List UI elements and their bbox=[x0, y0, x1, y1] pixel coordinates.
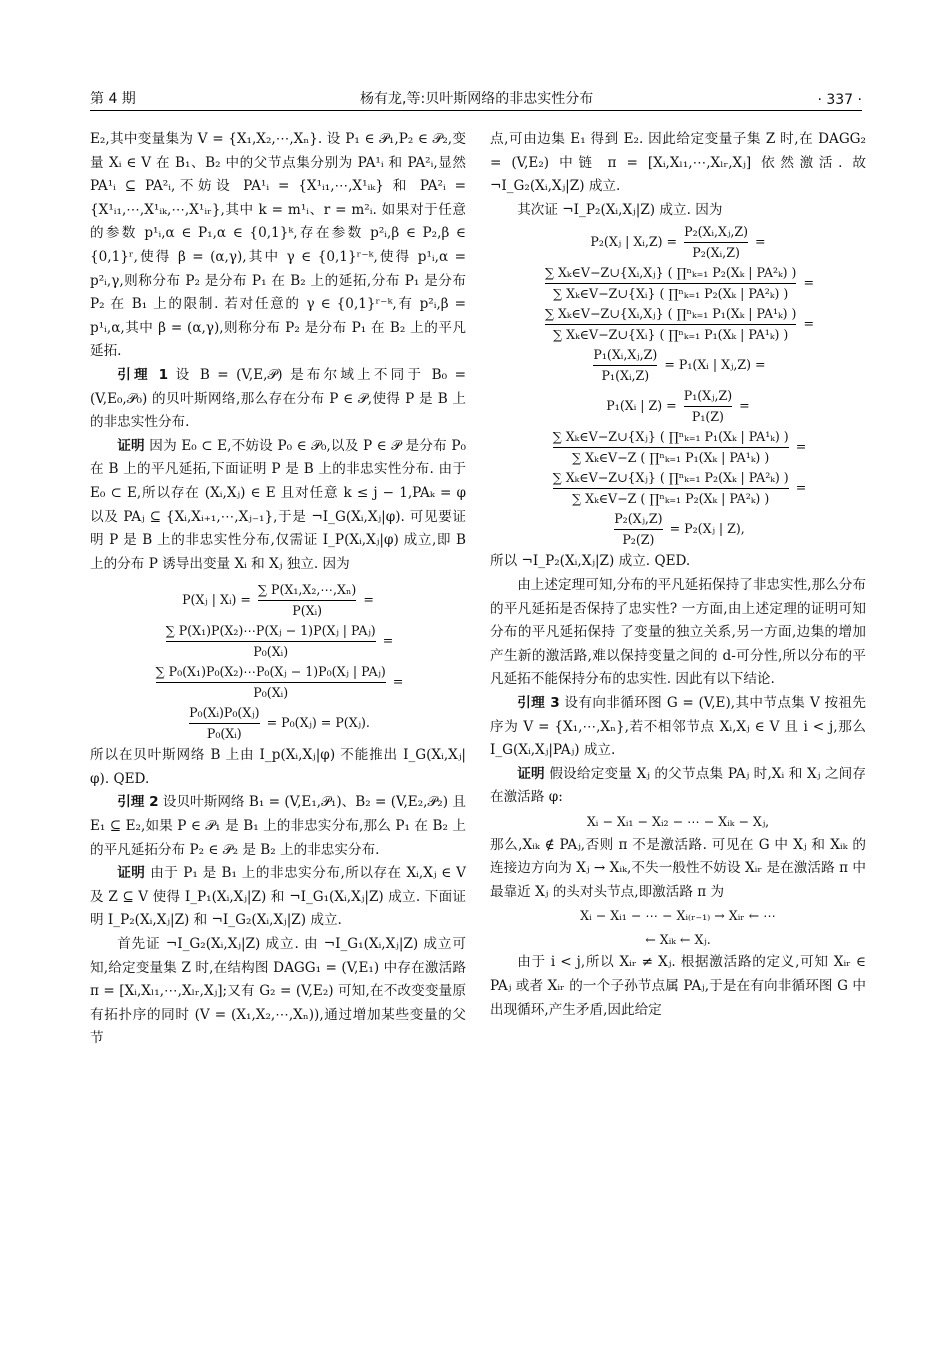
equation-r1-denominator: P₂(Xᵢ,Z) bbox=[692, 245, 740, 261]
equals-sign: = bbox=[739, 398, 750, 414]
paragraph-active-path: 那么,Xᵢₖ ∉ PAⱼ,否则 π 不是激活路. 可见在 G 中 Xⱼ 和 Xᵢₖ 的连接边方向为 Xⱼ → Xᵢₖ,不失一般性不妨设 Xᵢᵣ 是在激活路 π 中最靠近 Xⱼ 的头对头节点,即激活路 π 为 bbox=[490, 836, 866, 900]
equation-r8-numerator: P₂(Xⱼ,Z) bbox=[614, 511, 663, 527]
issue-number: 第 4 期 bbox=[90, 91, 136, 107]
equation-r7 bbox=[490, 468, 866, 509]
proof-3-text: 假设给定变量 Xⱼ 的父节点集 PAⱼ 时,Xᵢ 和 Xⱼ 之间存在激活路 φ: bbox=[490, 765, 867, 806]
equation-r8-rhs: = P₂(Xⱼ | Z), bbox=[669, 521, 745, 537]
equation-1-denominator: P(Xᵢ) bbox=[292, 603, 323, 619]
proof-1-text: 因为 E₀ ⊂ E,不妨设 P₀ ∈ 𝒫₀,以及 P ∈ 𝒫 是分布 P₀ 在 B 上的平凡延拓,下面证明 P 是 B 上的非忠实性分布. 由于 E₀ ⊂ E,所以存在 (Xᵢ,Xⱼ) ∈ E 且对任意 k ≤ j − 1,PAₖ = φ 以及 PAⱼ ⊆ {Xᵢ,Xᵢ₊₁,⋯,Xⱼ₋₁},于是 ¬I_G(Xᵢ,Xⱼ|φ). 可见要证明 P 是 B 上的非忠实性分布,仅需证 I_P(Xᵢ,Xⱼ|φ) 成立,即 B 上的分布 P 诱导出变量 Xᵢ 和 Xⱼ 独立. 因为 bbox=[90, 437, 467, 572]
equation-r5-lhs: P₁(Xᵢ | Z) = bbox=[606, 398, 677, 414]
proof-3 bbox=[490, 763, 866, 810]
equation-4-numerator: P₀(Xᵢ)P₀(Xⱼ) bbox=[189, 705, 260, 721]
path-equation-1: Xᵢ − Xᵢ₁ − Xᵢ₂ − ⋯ − Xᵢₖ − Xⱼ, bbox=[586, 813, 770, 829]
lemma-3-head: 引理 3 bbox=[517, 694, 560, 711]
path-equation-2a: Xᵢ − Xᵢ₁ − ⋯ − Xᵢ₍ᵣ₋₁₎ → Xᵢᵣ ← ⋯ bbox=[580, 908, 776, 924]
equation-r8 bbox=[490, 509, 866, 550]
paragraph-second-proof: 其次证 ¬I_P₂(Xᵢ,Xⱼ|Z) 成立. 因为 bbox=[517, 201, 723, 218]
equation-r8-denominator: P₂(Z) bbox=[622, 532, 655, 548]
paragraph-conclusion-1: 所以在贝叶斯网络 B 上由 I_p(Xᵢ,Xⱼ|φ) 不能推出 I_G(Xᵢ,Xⱼ|φ). QED. bbox=[90, 747, 466, 787]
equation-r1 bbox=[490, 222, 866, 263]
proof-2-head: 证明 bbox=[117, 865, 146, 882]
equation-r2-numerator: ∑ Xₖ∈V−Z∪{Xᵢ,Xⱼ} ( ∏ⁿₖ₌₁ P₂(Xₖ | PA²ₖ) ) bbox=[544, 265, 797, 281]
equation-r3-numerator: ∑ Xₖ∈V−Z∪{Xᵢ,Xⱼ} ( ∏ⁿₖ₌₁ P₁(Xₖ | PA¹ₖ) ) bbox=[544, 306, 797, 322]
equals-sign: = bbox=[795, 439, 807, 455]
equation-r5-fraction bbox=[684, 386, 732, 427]
equation-r4-fraction bbox=[593, 345, 657, 386]
lemma-2-text: 设贝叶斯网络 B₁ = (V,E₁,𝒫₁)、B₂ = (V,E₂,𝒫₂) 且 E₁ ⊆ E₂,如果 P ∈ 𝒫₁ 是 B₁ 上的非忠实分布,那么 P₁ 在 B₂ 上的平凡延拓分布 P₂ ∈ 𝒫₂ 是 B₂ 上的非忠实分布. bbox=[90, 794, 466, 858]
equation-r1-lhs: P₂(Xⱼ | Xᵢ,Z) = bbox=[590, 234, 678, 250]
header-rule bbox=[90, 110, 862, 111]
proof-2-text: 由于 P₁ 是 B₁ 上的非忠实分布,所以存在 Xᵢ,Xⱼ ∈ V 及 Z ⊆ V 使得 I_P₁(Xᵢ,Xⱼ|Z) 和 ¬I_G₁(Xᵢ,Xⱼ|Z) 成立. 下面证明 I_P₂(Xᵢ,Xⱼ|Z) 和 ¬I_G₂(Xᵢ,Xⱼ|Z) 成立. bbox=[90, 865, 466, 929]
equation-1 bbox=[90, 580, 466, 621]
equation-r3 bbox=[490, 304, 866, 345]
lemma-1-head: 引理 1 bbox=[117, 366, 169, 383]
equals-sign: = bbox=[803, 275, 815, 291]
path-equation-2b: ← Xᵢₖ ← Xⱼ. bbox=[645, 931, 711, 947]
equation-r4-denominator: P₁(Xᵢ,Z) bbox=[601, 368, 650, 384]
equation-2 bbox=[90, 621, 466, 662]
equation-r5 bbox=[490, 386, 866, 427]
equation-r2-denominator: ∑ Xₖ∈V−Z∪{Xᵢ} ( ∏ⁿₖ₌₁ P₂(Xₖ | PA²ₖ) ) bbox=[553, 286, 789, 302]
equation-1-lhs: P(Xⱼ | Xᵢ) = bbox=[182, 592, 251, 608]
equation-4-denominator: P₀(Xᵢ) bbox=[206, 726, 242, 742]
equation-2-numerator: ∑ P(X₁)P(X₂)⋯P(Xⱼ − 1)P(Xⱼ | PAⱼ) bbox=[165, 623, 376, 639]
running-title: 杨有龙,等:贝叶斯网络的非忠实性分布 bbox=[360, 91, 594, 107]
lemma-2-head: 引理 2 bbox=[117, 794, 159, 811]
equation-r2 bbox=[490, 263, 866, 304]
proof-1-head: 证明 bbox=[117, 437, 145, 454]
equation-3-numerator: ∑ P₀(X₁)P₀(X₂)⋯P₀(Xⱼ − 1)P₀(Xⱼ | PAⱼ) bbox=[155, 664, 386, 680]
equals-sign: = bbox=[363, 592, 374, 608]
lemma-2 bbox=[90, 791, 466, 862]
equals-sign: = bbox=[392, 674, 404, 690]
equation-1-fraction bbox=[258, 580, 356, 621]
lemma-3 bbox=[490, 692, 866, 763]
equation-r4-numerator: P₁(Xᵢ,Xⱼ,Z) bbox=[593, 347, 658, 363]
right-column bbox=[490, 128, 866, 1022]
equation-r2-fraction bbox=[545, 263, 796, 304]
paragraph-discussion: 由上述定理可知,分布的平凡延拓保持了非忠实性,那么分布的平凡延拓是否保持了忠实性? 一方面,由上述定理的证明可知分布的平凡延拓保持 了变量的独立关系,另一方面,边集的增加产生新的激活路,难以保持变量之间的 d-可分性,所以分布的平凡延拓不能保持分布的忠实性. 因此有以下结论. bbox=[490, 576, 866, 688]
equation-2-denominator: P₀(Xᵢ) bbox=[253, 644, 289, 660]
left-column bbox=[90, 128, 466, 1051]
equation-1-numerator: ∑ P(X₁,X₂,⋯,Xₙ) bbox=[258, 582, 357, 598]
equation-r6-numerator: ∑ Xₖ∈V−Z∪{Xⱼ} ( ∏ⁿₖ₌₁ P₁(Xₖ | PA¹ₖ) ) bbox=[552, 429, 789, 445]
paragraph-qed: 所以 ¬I_P₂(Xᵢ,Xⱼ|Z) 成立. QED. bbox=[490, 553, 691, 570]
equals-sign: = bbox=[795, 480, 807, 496]
paragraph-continuation: 点,可由边集 E₁ 得到 E₂. 因此给定变量子集 Z 时,在 DAGG₂ = (V,E₂) 中链 π = [Xᵢ,Xₗ₁,⋯,Xₗᵣ,Xⱼ] 依然激活. 故 ¬I_G₂(Xᵢ,Xⱼ|Z) 成立. bbox=[490, 131, 866, 195]
equation-3 bbox=[90, 662, 466, 703]
equals-sign: = bbox=[803, 316, 815, 332]
equation-r3-fraction bbox=[545, 304, 796, 345]
paragraph-definition: E₂,其中变量集为 V = {X₁,X₂,⋯,Xₙ}. 设 P₁ ∈ 𝒫₁,P₂ ∈ 𝒫₂,变量 Xᵢ ∈ V 在 B₁、B₂ 中的父节点集分别为 PA¹ᵢ 和 PA²ᵢ,显然 PA¹ᵢ ⊆ PA²ᵢ,不妨设 PA¹ᵢ = {X¹ᵢ₁,⋯,X¹ᵢₖ} 和 PA²ᵢ = {X¹ᵢ₁,⋯,X¹ᵢₖ,⋯,X¹ᵢᵣ},其中 k = m¹ᵢ、r = m²ᵢ. 如果对于任意的参数 p¹ᵢ,α ∈ P₁,α ∈ {0,1}ᵏ,存在参数 p²ᵢ,β ∈ P₂,β ∈ {0,1}ʳ,使得 β = (α,γ),其中 γ ∈ {0,1}ʳ⁻ᵏ,使得 p¹ᵢ,α = p²ᵢ,γ,则称分布 P₂ 是分布 P₁ 在 B₂ 上的延拓,分布 P₁ 是分布 P₂ 在 B₁ 上的限制. 若对任意的 γ ∈ {0,1}ʳ⁻ᵏ,有 p²ᵢ,β = p¹ᵢ,α,其中 β = (α,γ),则称分布 P₂ 是分布 P₁ 在 B₂ 上的平凡延拓. bbox=[90, 131, 466, 360]
equation-3-fraction bbox=[156, 662, 386, 703]
equation-2-fraction bbox=[166, 621, 376, 662]
equation-r5-numerator: P₁(Xⱼ,Z) bbox=[683, 388, 733, 404]
equation-4 bbox=[90, 703, 466, 744]
equation-3-denominator: P₀(Xᵢ) bbox=[253, 685, 289, 701]
running-header bbox=[90, 86, 862, 108]
equation-r6 bbox=[490, 427, 866, 468]
page-number: · 337 · bbox=[817, 92, 862, 108]
equation-r1-fraction bbox=[684, 222, 748, 263]
equation-r7-fraction bbox=[553, 468, 789, 509]
paragraph-first-proof: 首先证 ¬I_G₂(Xᵢ,Xⱼ|Z) 成立. 由 ¬I_G₁(Xᵢ,Xⱼ|Z) 成立可知,给定变量集 Z 时,在结构图 DAGG₁ = (V,E₁) 中存在激活路 π = [Xᵢ,Xₗ₁,⋯,Xₗᵣ,Xⱼ];又有 G₂ = (V,E₂) 可知,在不改变变量原有拓扑序的同时 (V = (X₁,X₂,⋯,Xₙ)),通过增加某些变量的父节 bbox=[90, 936, 466, 1047]
equation-4-rhs: = P₀(Xⱼ) = P(Xⱼ). bbox=[266, 715, 370, 731]
equals-sign: = bbox=[382, 633, 394, 649]
equation-4-fraction bbox=[189, 703, 260, 744]
proof-3-head: 证明 bbox=[517, 765, 545, 782]
lemma-1 bbox=[90, 364, 466, 435]
lemma-3-text: 设有向非循环图 G = (V,E),其中节点集 V 按祖先序为 V = {X₁,⋯,Xₙ},若不相邻节点 Xᵢ,Xⱼ ∈ V 且 i < j,那么 I_G(Xᵢ,Xⱼ|PAⱼ) 成立. bbox=[490, 694, 866, 759]
proof-1 bbox=[90, 435, 466, 577]
equation-r1-numerator: P₂(Xᵢ,Xⱼ,Z) bbox=[684, 224, 749, 240]
equation-r5-denominator: P₁(Z) bbox=[691, 409, 724, 425]
proof-2 bbox=[90, 862, 466, 933]
equation-r6-fraction bbox=[553, 427, 789, 468]
equals-sign: = bbox=[755, 234, 766, 250]
lemma-1-text: 设 B = (V,E,𝒫) 是布尔域上不同于 B₀ = (V,E₀,𝒫₀) 的贝叶斯网络,那么存在分布 P ∈ 𝒫,使得 P 是 B 上的非忠实性分布. bbox=[90, 366, 466, 431]
equation-r4 bbox=[490, 345, 866, 386]
equation-r8-fraction bbox=[614, 509, 662, 550]
equation-r4-rhs: = P₁(Xᵢ | Xⱼ,Z) = bbox=[664, 357, 766, 373]
equation-r7-numerator: ∑ Xₖ∈V−Z∪{Xⱼ} ( ∏ⁿₖ₌₁ P₂(Xₖ | PA²ₖ) ) bbox=[552, 470, 789, 486]
paragraph-contradiction: 由于 i < j,所以 Xᵢᵣ ≠ Xⱼ. 根据激活路的定义,可知 Xᵢᵣ ∈ PAⱼ 或者 Xᵢᵣ 的一个子孙节点属 PAⱼ,于是在有向非循环图 G 中出现循环,产生矛盾,因此给定 bbox=[490, 954, 866, 1018]
equation-r3-denominator: ∑ Xₖ∈V−Z∪{Xᵢ} ( ∏ⁿₖ₌₁ P₁(Xₖ | PA¹ₖ) ) bbox=[553, 327, 789, 343]
equation-r7-denominator: ∑ Xₖ∈V−Z ( ∏ⁿₖ₌₁ P₂(Xₖ | PA²ₖ) ) bbox=[572, 491, 770, 507]
equation-r6-denominator: ∑ Xₖ∈V−Z ( ∏ⁿₖ₌₁ P₁(Xₖ | PA¹ₖ) ) bbox=[572, 450, 770, 466]
